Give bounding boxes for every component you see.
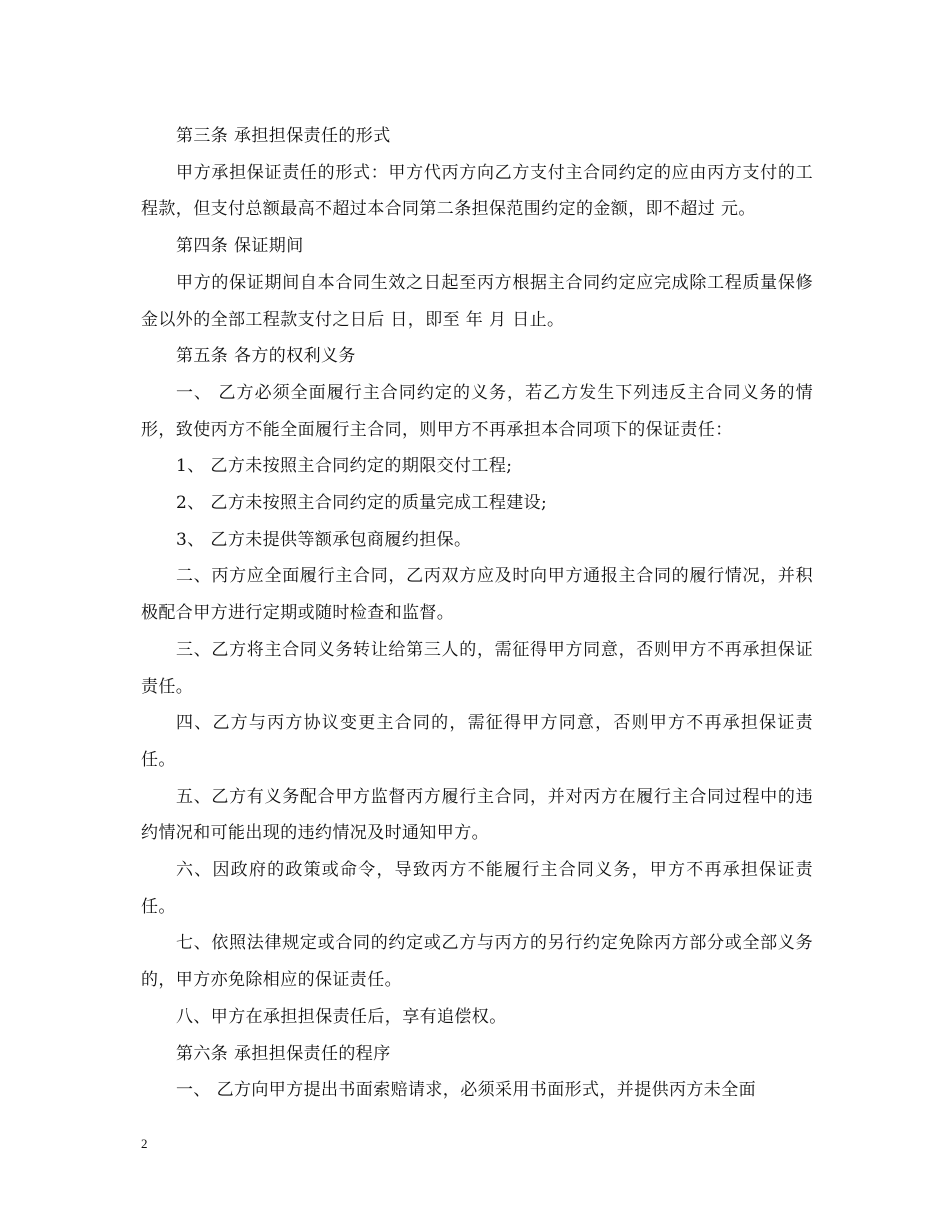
page-number: 2 xyxy=(141,1136,148,1151)
article-5-clause-1: 一、 乙方必须全面履行主合同约定的义务，若乙方发生下列违反主合同义务的情形，致使丙方不能全面履行主合同，则甲方不再承担本合同项下的保证责任： xyxy=(141,382,813,440)
article-5-clause-2: 二、丙方应全面履行主合同，乙丙双方应及时向甲方通报主合同的履行情况，并积极配合甲方进行定期或随时检查和监督。 xyxy=(141,566,813,624)
article-5-clause-5: 五、乙方有义务配合甲方监督丙方履行主合同，并对丙方在履行主合同过程中的违约情况和可能出现的违约情况及时通知甲方。 xyxy=(141,786,813,844)
document-body xyxy=(141,118,813,1109)
article-5-clause-7: 七、依照法律规定或合同的约定或乙方与丙方的另行约定免除丙方部分或全部义务的，甲方亦免除相应的保证责任。 xyxy=(141,933,813,991)
article-5-heading: 第五条 各方的权利义务 xyxy=(176,346,356,367)
article-3-paragraph: 甲方承担保证责任的形式：甲方代丙方向乙方支付主合同约定的应由丙方支付的工程款，但支付总额最高不超过本合同第二条担保范围约定的金额，即不超过 元。 xyxy=(141,162,813,220)
article-5-clause-3: 三、乙方将主合同义务转让给第三人的，需征得甲方同意，否则甲方不再承担保证责任。 xyxy=(141,639,813,697)
article-4-heading: 第四条 保证期间 xyxy=(176,236,304,257)
article-5-clause-8: 八、甲方在承担担保责任后，享有追偿权。 xyxy=(176,1006,507,1027)
article-6-clause-1: 一、 乙方向甲方提出书面索赔请求，必须采用书面形式，并提供丙方未全面 xyxy=(176,1080,757,1101)
article-6-heading: 第六条 承担担保责任的程序 xyxy=(176,1043,391,1064)
article-4-paragraph: 甲方的保证期间自本合同生效之日起至丙方根据主合同约定应完成除工程质量保修金以外的全部工程款支付之日后 日，即至 年 月 日止。 xyxy=(141,272,813,330)
article-5-clause-1-item-1: 1、 乙方未按照主合同约定的期限交付工程; xyxy=(176,456,513,477)
article-5-clause-4: 四、乙方与丙方协议变更主合同的，需征得甲方同意，否则甲方不再承担保证责任。 xyxy=(141,713,813,770)
article-3-heading: 第三条 承担担保责任的形式 xyxy=(176,126,391,146)
article-5-clause-1-item-3: 3、 乙方未提供等额承包商履约担保。 xyxy=(176,529,472,550)
article-5-clause-6: 六、因政府的政策或命令，导致丙方不能履行主合同义务，甲方不再承担保证责任。 xyxy=(141,860,813,917)
article-5-clause-1-item-2: 2、 乙方未按照主合同约定的质量完成工程建设; xyxy=(176,493,548,514)
